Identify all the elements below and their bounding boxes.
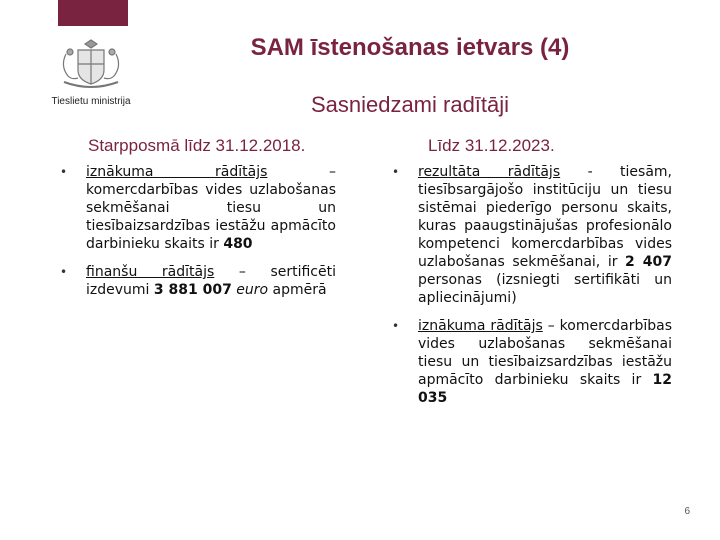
item-text: – komercdarbības vides uzlabošanas sekmēšanai tiesu un tiesībaizsardzības iestāžu apmācīto darbinieku skaits ir	[86, 164, 336, 252]
logo-text: Tieslietu ministrija	[51, 96, 131, 107]
item-value: 3 881 007	[153, 282, 232, 298]
page-subtitle: Sasniedzami radītāji	[310, 92, 510, 117]
right-column	[388, 163, 672, 417]
list-item	[388, 163, 672, 307]
right-column-heading: Līdz 31.12.2023.	[428, 136, 555, 155]
ministry-logo	[36, 34, 146, 114]
item-value: 12 035	[418, 372, 672, 406]
item-value: 480	[223, 236, 253, 252]
indicator-link[interactable]: iznākuma rādītājs	[418, 318, 543, 334]
indicator-link[interactable]: finanšu rādītājs	[86, 264, 215, 280]
left-column	[56, 163, 336, 309]
item-text: – sertificēti izdevumi	[86, 264, 336, 298]
list-item	[56, 263, 336, 299]
item-text-after: apmērā	[268, 282, 327, 298]
item-text: – komercdarbības vides uzlabošanas sekmēšanai tiesu un tiesībaizsardzības iestāžu apmācīto darbinieku skaits ir	[418, 318, 672, 388]
bullet: •	[392, 319, 400, 333]
item-text: - tiesām, tiesībsargājošo institūciju un tiesu sistēmai piederīgo personu skaits, kuras paaugstinājušas profesionālo kompetenci komercdarbības vides uzlabošanas sekmēšanai, ir	[418, 164, 673, 270]
coat-of-arms-icon	[56, 34, 126, 92]
bullet: •	[392, 165, 400, 179]
indicator-link[interactable]: rezultāta rādītājs	[418, 164, 561, 180]
bullet: •	[60, 265, 68, 279]
indicator-link[interactable]: iznākuma rādītājs	[86, 164, 268, 180]
left-column-heading: Starpposmā līdz 31.12.2018.	[88, 136, 306, 155]
page-title: SAM īstenošanas ietvars (4)	[250, 34, 570, 61]
list-item	[56, 163, 336, 253]
page-number: 6	[684, 506, 690, 517]
header-accent-bar	[58, 0, 128, 26]
item-unit: euro	[236, 282, 269, 298]
bullet: •	[60, 165, 68, 179]
item-value: 2 407	[625, 254, 672, 270]
item-text-after: personas (izsniegti sertifikāti un apliecinājumi)	[418, 272, 672, 306]
list-item	[388, 317, 672, 407]
